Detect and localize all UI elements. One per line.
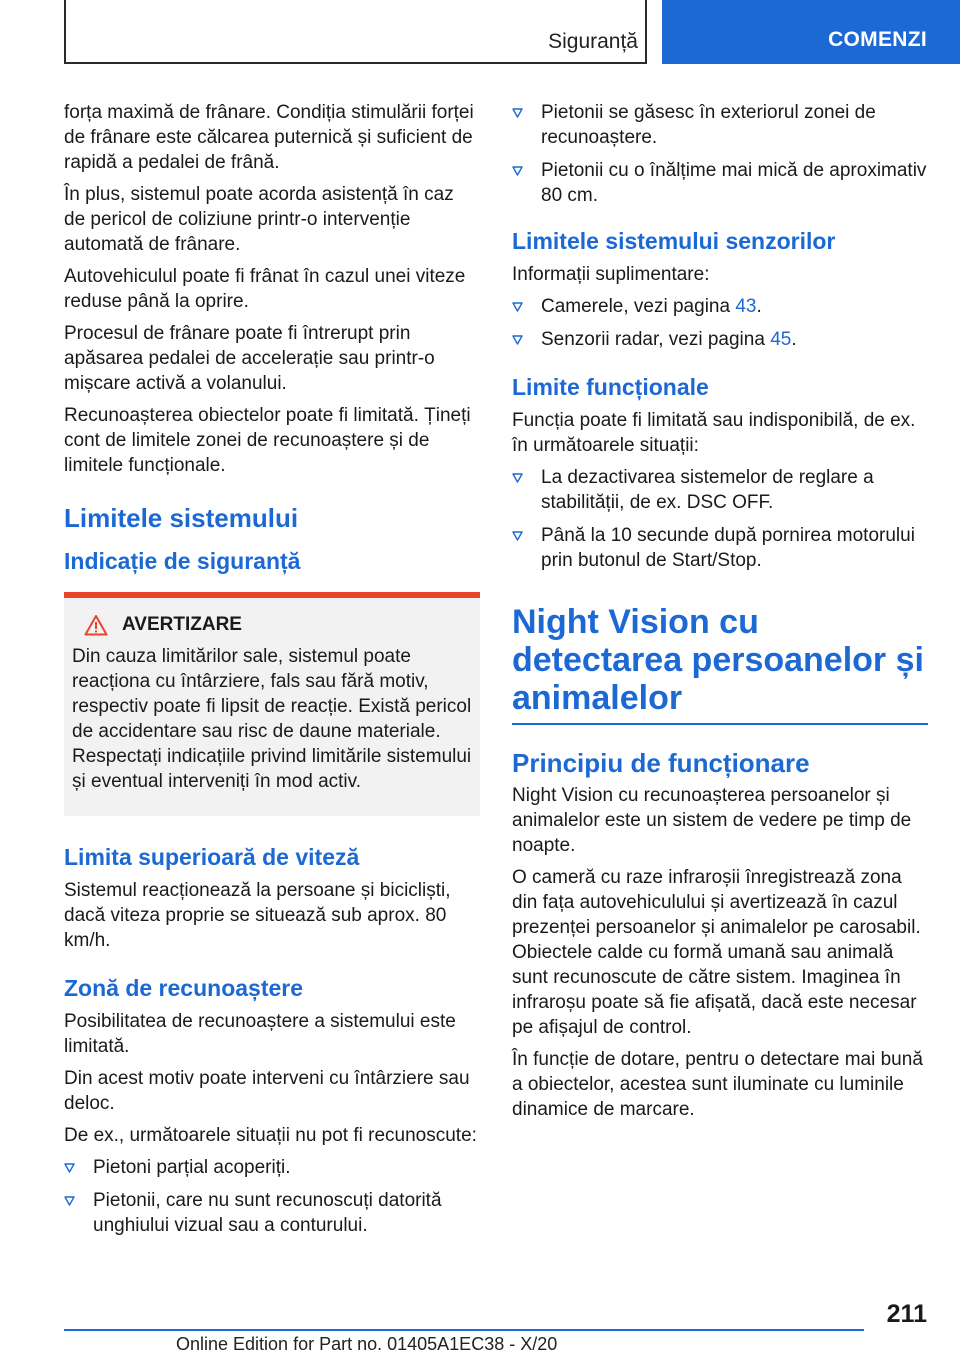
heading-recognition-zone: Zonă de recunoaștere: [64, 975, 304, 1001]
paragraph: Posibilitatea de recunoaștere a sistemului este limitată.: [64, 1011, 456, 1057]
paragraph: Night Vision cu recunoașterea persoanelor și animalelor este un sistem de vedere pe timp de noapte.: [512, 785, 912, 856]
list-item: [512, 100, 928, 150]
warning-triangle-icon: [84, 614, 108, 636]
list-item-text: Până la 10 secunde după pornirea motorului prin butonul de Start/Stop.: [541, 525, 915, 571]
paragraph: În plus, sistemul poate acorda asistență în caz de pericol de coliziune printr-o intervenție automată de frânare.: [64, 184, 454, 255]
zone-list: [64, 1155, 480, 1238]
list-item-text: Senzorii radar, vezi pagina: [541, 329, 771, 350]
triangle-bullet-icon: [512, 524, 526, 548]
warning-box: [64, 592, 480, 816]
list-item: [64, 1188, 480, 1238]
list-item-text: Pietonii, care nu sunt recunoscuți datorită unghiului vizual sau a conturului.: [93, 1190, 442, 1236]
heading-night-vision: Night Vision cu detectarea persoanelor și animalelor: [512, 603, 928, 725]
heading-sensor-limits: Limitele sistemului senzorilor: [512, 228, 836, 254]
heading-functional-limits: Limite funcționale: [512, 374, 709, 400]
heading-safety-note: Indicație de siguranță: [64, 548, 301, 574]
page-link-radar[interactable]: 45: [770, 329, 792, 350]
heading-principle: Principiu de funcționare: [512, 748, 810, 778]
paragraph: Autovehiculul poate fi frânat în cazul unei viteze reduse până la oprire.: [64, 266, 466, 312]
list-item: Camerele, vezi pagina 43.: [512, 294, 928, 319]
paragraph: Din acest motiv poate interveni cu întârziere sau deloc.: [64, 1068, 470, 1114]
right-column: [512, 100, 928, 1129]
sensor-list: [512, 294, 928, 352]
triangle-bullet-icon: [512, 295, 526, 319]
list-item: [512, 158, 928, 208]
chapter-tab-label: COMENZI: [828, 28, 927, 51]
edition-note: Online Edition for Part no. 01405A1EC38 - X/20: [176, 1334, 558, 1354]
warning-text: Din cauza limitărilor sale, sistemul poate reacționa cu întârziere, fals sau fără motiv, respectiv poate fi lipsit de reacție. Există pericol de accidentare sau risc de daune materiale. Respectați indicațiile privind limitările sistemului și eventual interveniți în mod activ.: [72, 646, 472, 792]
paragraph: În funcție de dotare, pentru o detectare mai bună a obiectelor, acestea sunt iluminate cu luminile dinamice de marcare.: [512, 1049, 923, 1120]
chapter-tab[interactable]: [662, 0, 960, 64]
heading-speed-limit: Limita superioară de viteză: [64, 844, 360, 870]
page-number: 211: [886, 1300, 927, 1328]
list-item: [512, 465, 928, 515]
triangle-bullet-icon: [64, 1156, 78, 1180]
list-item-text: Pietonii se găsesc în exteriorul zonei de recunoaștere.: [541, 102, 876, 148]
heading-system-limits: Limitele sistemului: [64, 503, 299, 533]
list-item-text: La dezactivarea sistemelor de reglare a stabilității, de ex. DSC OFF.: [541, 467, 874, 513]
paragraph: Sistemul reacționează la persoane și bicicliști, dacă viteza proprie se situează sub aprox. 80 km/h.: [64, 880, 451, 951]
paragraph: Informații suplimentare:: [512, 264, 710, 285]
warning-title: AVERTIZARE: [122, 614, 242, 635]
list-item: [64, 1155, 480, 1180]
list-item-text: Pietonii cu o înălțime mai mică de aproximativ 80 cm.: [541, 160, 927, 206]
left-column: [64, 100, 480, 1246]
list-item-text: Pietoni parțial acoperiți.: [93, 1157, 291, 1178]
list-item-text: Camerele, vezi pagina: [541, 296, 736, 317]
list-item: Senzorii radar, vezi pagina 45.: [512, 327, 928, 352]
paragraph: Procesul de frânare poate fi întrerupt prin apăsarea pedalei de accelerație sau printr-o mișcare activă a volanului.: [64, 323, 435, 394]
triangle-bullet-icon: [512, 466, 526, 490]
triangle-bullet-icon: [512, 328, 526, 352]
paragraph: Recunoașterea obiectelor poate fi limitată. Țineți cont de limitele zonei de recunoaștere și de limitele funcționale.: [64, 405, 471, 476]
triangle-bullet-icon: [64, 1189, 78, 1213]
footer-divider: [64, 1329, 864, 1331]
undetected-list: [512, 100, 928, 208]
paragraph: Funcția poate fi limitată sau indisponibilă, de ex. în următoarele situații:: [512, 410, 916, 456]
paragraph: O cameră cu raze infraroșii înregistrează zona din fața autovehiculului și avertizează în cazul prezenței persoanelor și animalelor pe carosabil. Obiectele calde cu formă umană sau animală sunt recunoscute de către sistem. Imaginea în infraroșu poate să fie afișată, dacă este necesar pe afișajul de control.: [512, 867, 921, 1038]
triangle-bullet-icon: [512, 101, 526, 125]
page-link-cameras[interactable]: 43: [735, 296, 757, 317]
functional-list: [512, 465, 928, 573]
triangle-bullet-icon: [512, 159, 526, 183]
list-item: [512, 523, 928, 573]
paragraph: De ex., următoarele situații nu pot fi recunoscute:: [64, 1125, 477, 1146]
section-title: Siguranță: [548, 30, 638, 53]
paragraph: forța maximă de frânare. Condiția stimulării forței de frânare este călcarea puternică și suficient de rapidă a pedalei de frână.: [64, 102, 474, 173]
warning-header: [72, 614, 472, 636]
